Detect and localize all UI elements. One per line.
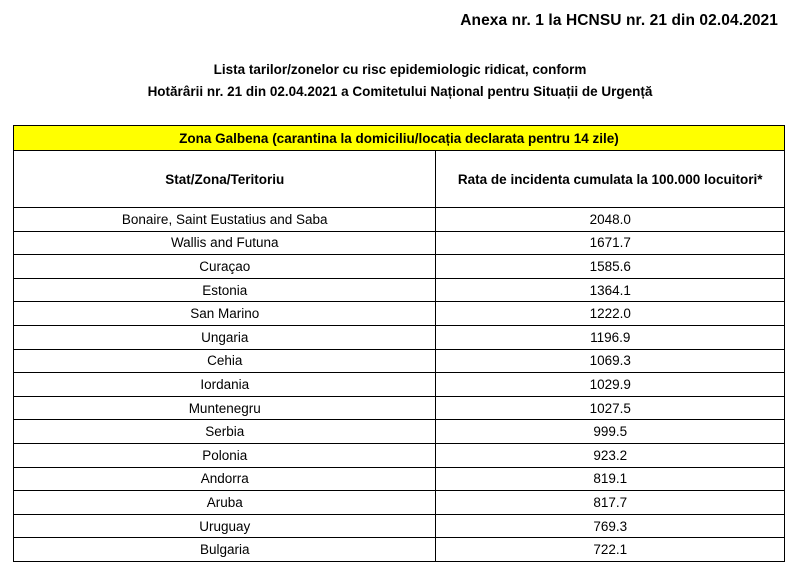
- rate-cell: 2048.0: [436, 208, 785, 232]
- table-row: [14, 349, 785, 373]
- rate-cell: 1222.0: [436, 302, 785, 326]
- country-cell: Andorra: [14, 467, 436, 491]
- column-header-row: [14, 151, 785, 208]
- country-cell: Curaçao: [14, 255, 436, 279]
- rate-cell: 817.7: [436, 491, 785, 515]
- country-cell: Cehia: [14, 349, 436, 373]
- list-subtitle-line2: Hotărârii nr. 21 din 02.04.2021 a Comitetului Național pentru Situații de Urgență: [147, 84, 653, 99]
- country-cell: Estonia: [14, 278, 436, 302]
- rate-cell: 1196.9: [436, 325, 785, 349]
- rate-cell: 1671.7: [436, 231, 785, 255]
- rate-cell: 1027.5: [436, 396, 785, 420]
- rate-cell: 999.5: [436, 420, 785, 444]
- table-row: [14, 420, 785, 444]
- country-cell: Uruguay: [14, 514, 436, 538]
- country-cell: Polonia: [14, 443, 436, 467]
- table-row: [14, 373, 785, 397]
- table-row: [14, 538, 785, 562]
- list-subtitle-line1: Lista tarilor/zonelor cu risc epidemiologic ridicat, conform: [213, 62, 587, 77]
- country-cell: Ungaria: [14, 325, 436, 349]
- table-row: [14, 467, 785, 491]
- risk-zone-table: [13, 125, 785, 562]
- table-row: [14, 396, 785, 420]
- rate-cell: 769.3: [436, 514, 785, 538]
- rate-cell: 1069.3: [436, 349, 785, 373]
- table-row: [14, 302, 785, 326]
- rate-cell: 819.1: [436, 467, 785, 491]
- table-row: [14, 278, 785, 302]
- zone-header-row: [14, 126, 785, 151]
- country-cell: Wallis and Futuna: [14, 231, 436, 255]
- country-cell: Aruba: [14, 491, 436, 515]
- table-row: [14, 208, 785, 232]
- rate-cell: 1585.6: [436, 255, 785, 279]
- table-row: [14, 491, 785, 515]
- country-column-header: Stat/Zona/Teritoriu: [14, 151, 436, 208]
- country-cell: Bulgaria: [14, 538, 436, 562]
- table-row: [14, 255, 785, 279]
- rate-cell: 1364.1: [436, 278, 785, 302]
- country-cell: San Marino: [14, 302, 436, 326]
- rate-column-header: Rata de incidenta cumulata la 100.000 locuitori*: [436, 151, 785, 208]
- country-cell: Iordania: [14, 373, 436, 397]
- country-cell: Muntenegru: [14, 396, 436, 420]
- yellow-zone-header: Zona Galbena (carantina la domiciliu/locația declarata pentru 14 zile): [14, 126, 785, 151]
- table-row: [14, 231, 785, 255]
- table-row: [14, 325, 785, 349]
- country-cell: Bonaire, Saint Eustatius and Saba: [14, 208, 436, 232]
- rate-cell: 722.1: [436, 538, 785, 562]
- table-row: [14, 514, 785, 538]
- country-cell: Serbia: [14, 420, 436, 444]
- rate-cell: 1029.9: [436, 373, 785, 397]
- annex-title: Anexa nr. 1 la HCNSU nr. 21 din 02.04.2021: [460, 12, 778, 29]
- table-row: [14, 443, 785, 467]
- rate-cell: 923.2: [436, 443, 785, 467]
